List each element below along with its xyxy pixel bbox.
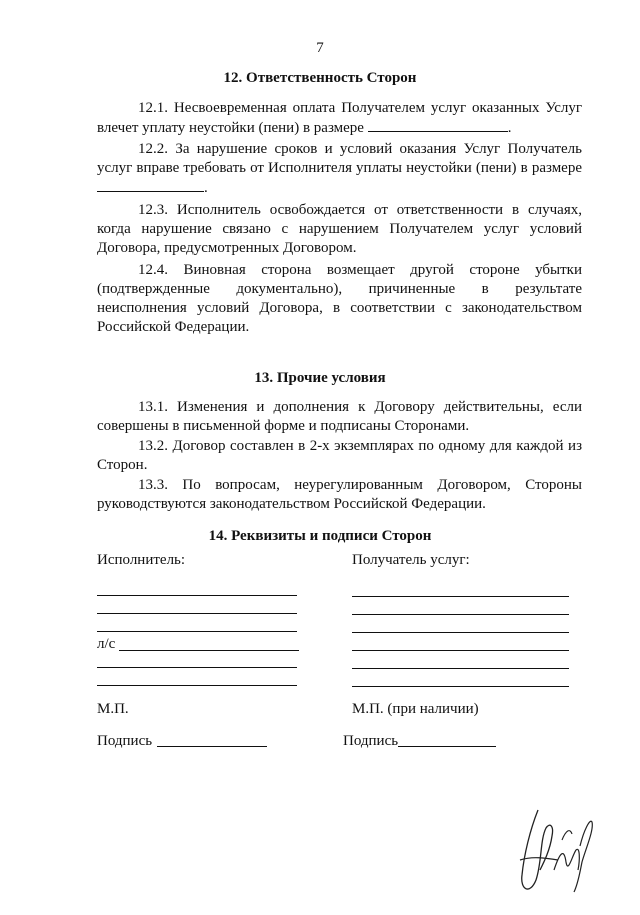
section-13-title: 13. Прочие условия: [254, 370, 386, 386]
executor-signature-line: [157, 746, 267, 747]
page-number: 7: [316, 40, 324, 56]
recipient-line-6: [352, 686, 569, 687]
recipient-stamp-label: М.П. (при наличии): [352, 701, 479, 717]
recipient-line-4: [352, 650, 569, 651]
recipient-signature-label: Подпись: [343, 733, 399, 749]
recipient-line-2: [352, 614, 569, 615]
clause-12-1: [97, 99, 582, 138]
executor-line-3: [97, 631, 297, 632]
clause-12-1-end: .: [507, 120, 512, 136]
account-prefix: л/с: [97, 636, 116, 652]
section-12-title: 12. Ответственность Сторон: [223, 70, 417, 86]
executor-account-line: [119, 650, 299, 651]
handwritten-signature: [510, 800, 600, 900]
executor-line-6: [97, 685, 297, 686]
recipient-line-3: [352, 632, 569, 633]
clause-12-2-blank-line: [97, 178, 208, 197]
clause-13-3: 13.3. По вопросам, неурегулированным Договором, Стороны руководствуются законодательством Российской Федерации.: [97, 477, 582, 512]
clause-12-3: 12.3. Исполнитель освобождается от ответственности в случаях, когда нарушение связано с нарушением Получателем услуг условий Договора, предусмотренных Договором.: [97, 202, 582, 256]
clause-12-2: [97, 140, 582, 178]
recipient-line-5: [352, 668, 569, 669]
clause-12-2-text: 12.2. За нарушение сроков и условий оказания Услуг Получатель услуг вправе требовать от Исполнителя уплаты неустойки (пени) в размере: [97, 141, 582, 176]
recipient-signature-line: [398, 746, 496, 747]
executor-label: Исполнитель:: [97, 552, 186, 568]
executor-line-5: [97, 667, 297, 668]
clause-13-2: 13.2. Договор составлен в 2-х экземплярах по одному для каждой из Сторон.: [97, 438, 582, 473]
executor-stamp-label: М.П.: [97, 701, 129, 717]
recipient-label: Получатель услуг:: [352, 552, 470, 568]
clause-12-4: 12.4. Виновная сторона возмещает другой стороне убытки (подтвержденные документально), причиненные в результате неисполнения условий Договора, в соответствии с законодательством Российской Федерации.: [97, 262, 582, 335]
section-14-title: 14. Реквизиты и подписи Сторон: [208, 528, 432, 544]
executor-line-2: [97, 613, 297, 614]
penalty-blank-1: [368, 118, 508, 132]
clause-13-1: 13.1. Изменения и дополнения к Договору действительны, если совершены в письменной форме и подписаны Сторонами.: [97, 399, 582, 434]
clause-12-2-end: .: [204, 180, 208, 196]
executor-line-1: [97, 595, 297, 596]
clause-12-1-text: 12.1. Несвоевременная оплата Получателем услуг оказанных Услуг влечет уплату неустойки (пени) в размере: [97, 100, 582, 136]
penalty-blank-2: [97, 178, 204, 192]
recipient-line-1: [352, 596, 569, 597]
executor-signature-label: Подпись: [97, 733, 153, 749]
